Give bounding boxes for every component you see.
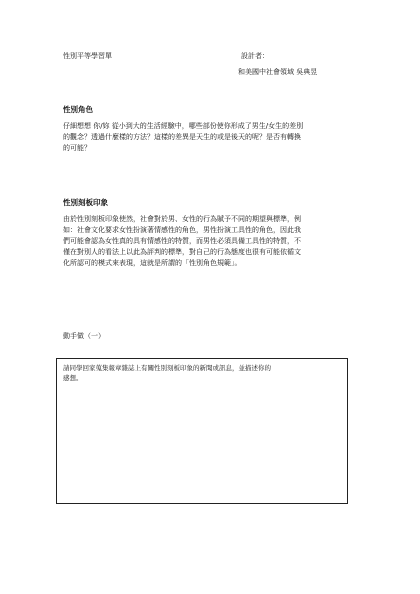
prompt-line: 請同學回家蒐集報章雜誌上有關性別刻板印象的新聞或訊息，並描述你的 [63, 364, 271, 372]
section-body-gender-roles [63, 121, 363, 154]
body-line: 們可能會認為女性真的具有情感性的特質，而男性必須具備工具性的特質，不 [63, 237, 301, 245]
worksheet-title: 性別平等學習單 [63, 52, 112, 60]
body-line: 的觀念？透過什麼樣的方法？這樣的差異是天生的或是後天的呢？是否有轉換 [63, 133, 301, 141]
section-heading-gender-roles: 性別角色 [63, 105, 93, 114]
body-line: 化所認可的模式來表現，這就是所謂的「性別角色規範」。 [63, 259, 242, 267]
body-line: 僅在對別人的看法上以此為評判的標準，對自己的行為態度也很有可能依循文 [63, 248, 301, 256]
author-name: 和美國中社會領域 吳典昱 [238, 68, 318, 76]
body-line: 的可能？ [63, 144, 91, 152]
body-line: 仔細想想 你/妳 從小到大的生活經驗中，哪些部份使你形成了男生/女生的差別 [63, 122, 304, 130]
activity-heading: 動手做（一） [63, 332, 105, 340]
answer-box[interactable] [56, 358, 348, 504]
designer-label: 設計者： [241, 52, 269, 60]
prompt-line: 感想。 [63, 374, 83, 382]
section-body-gender-stereotypes [63, 214, 363, 269]
body-line: 由於性別刻板印象使然，社會對於男、女性的行為賦予不同的期望與標準，例 [63, 215, 301, 223]
body-line: 如：社會文化要求女性扮演著情感性的角色，男性扮演工具性的角色，因此我 [63, 226, 301, 234]
section-heading-gender-stereotypes: 性別刻板印象 [63, 198, 108, 207]
activity-prompt [63, 363, 343, 383]
